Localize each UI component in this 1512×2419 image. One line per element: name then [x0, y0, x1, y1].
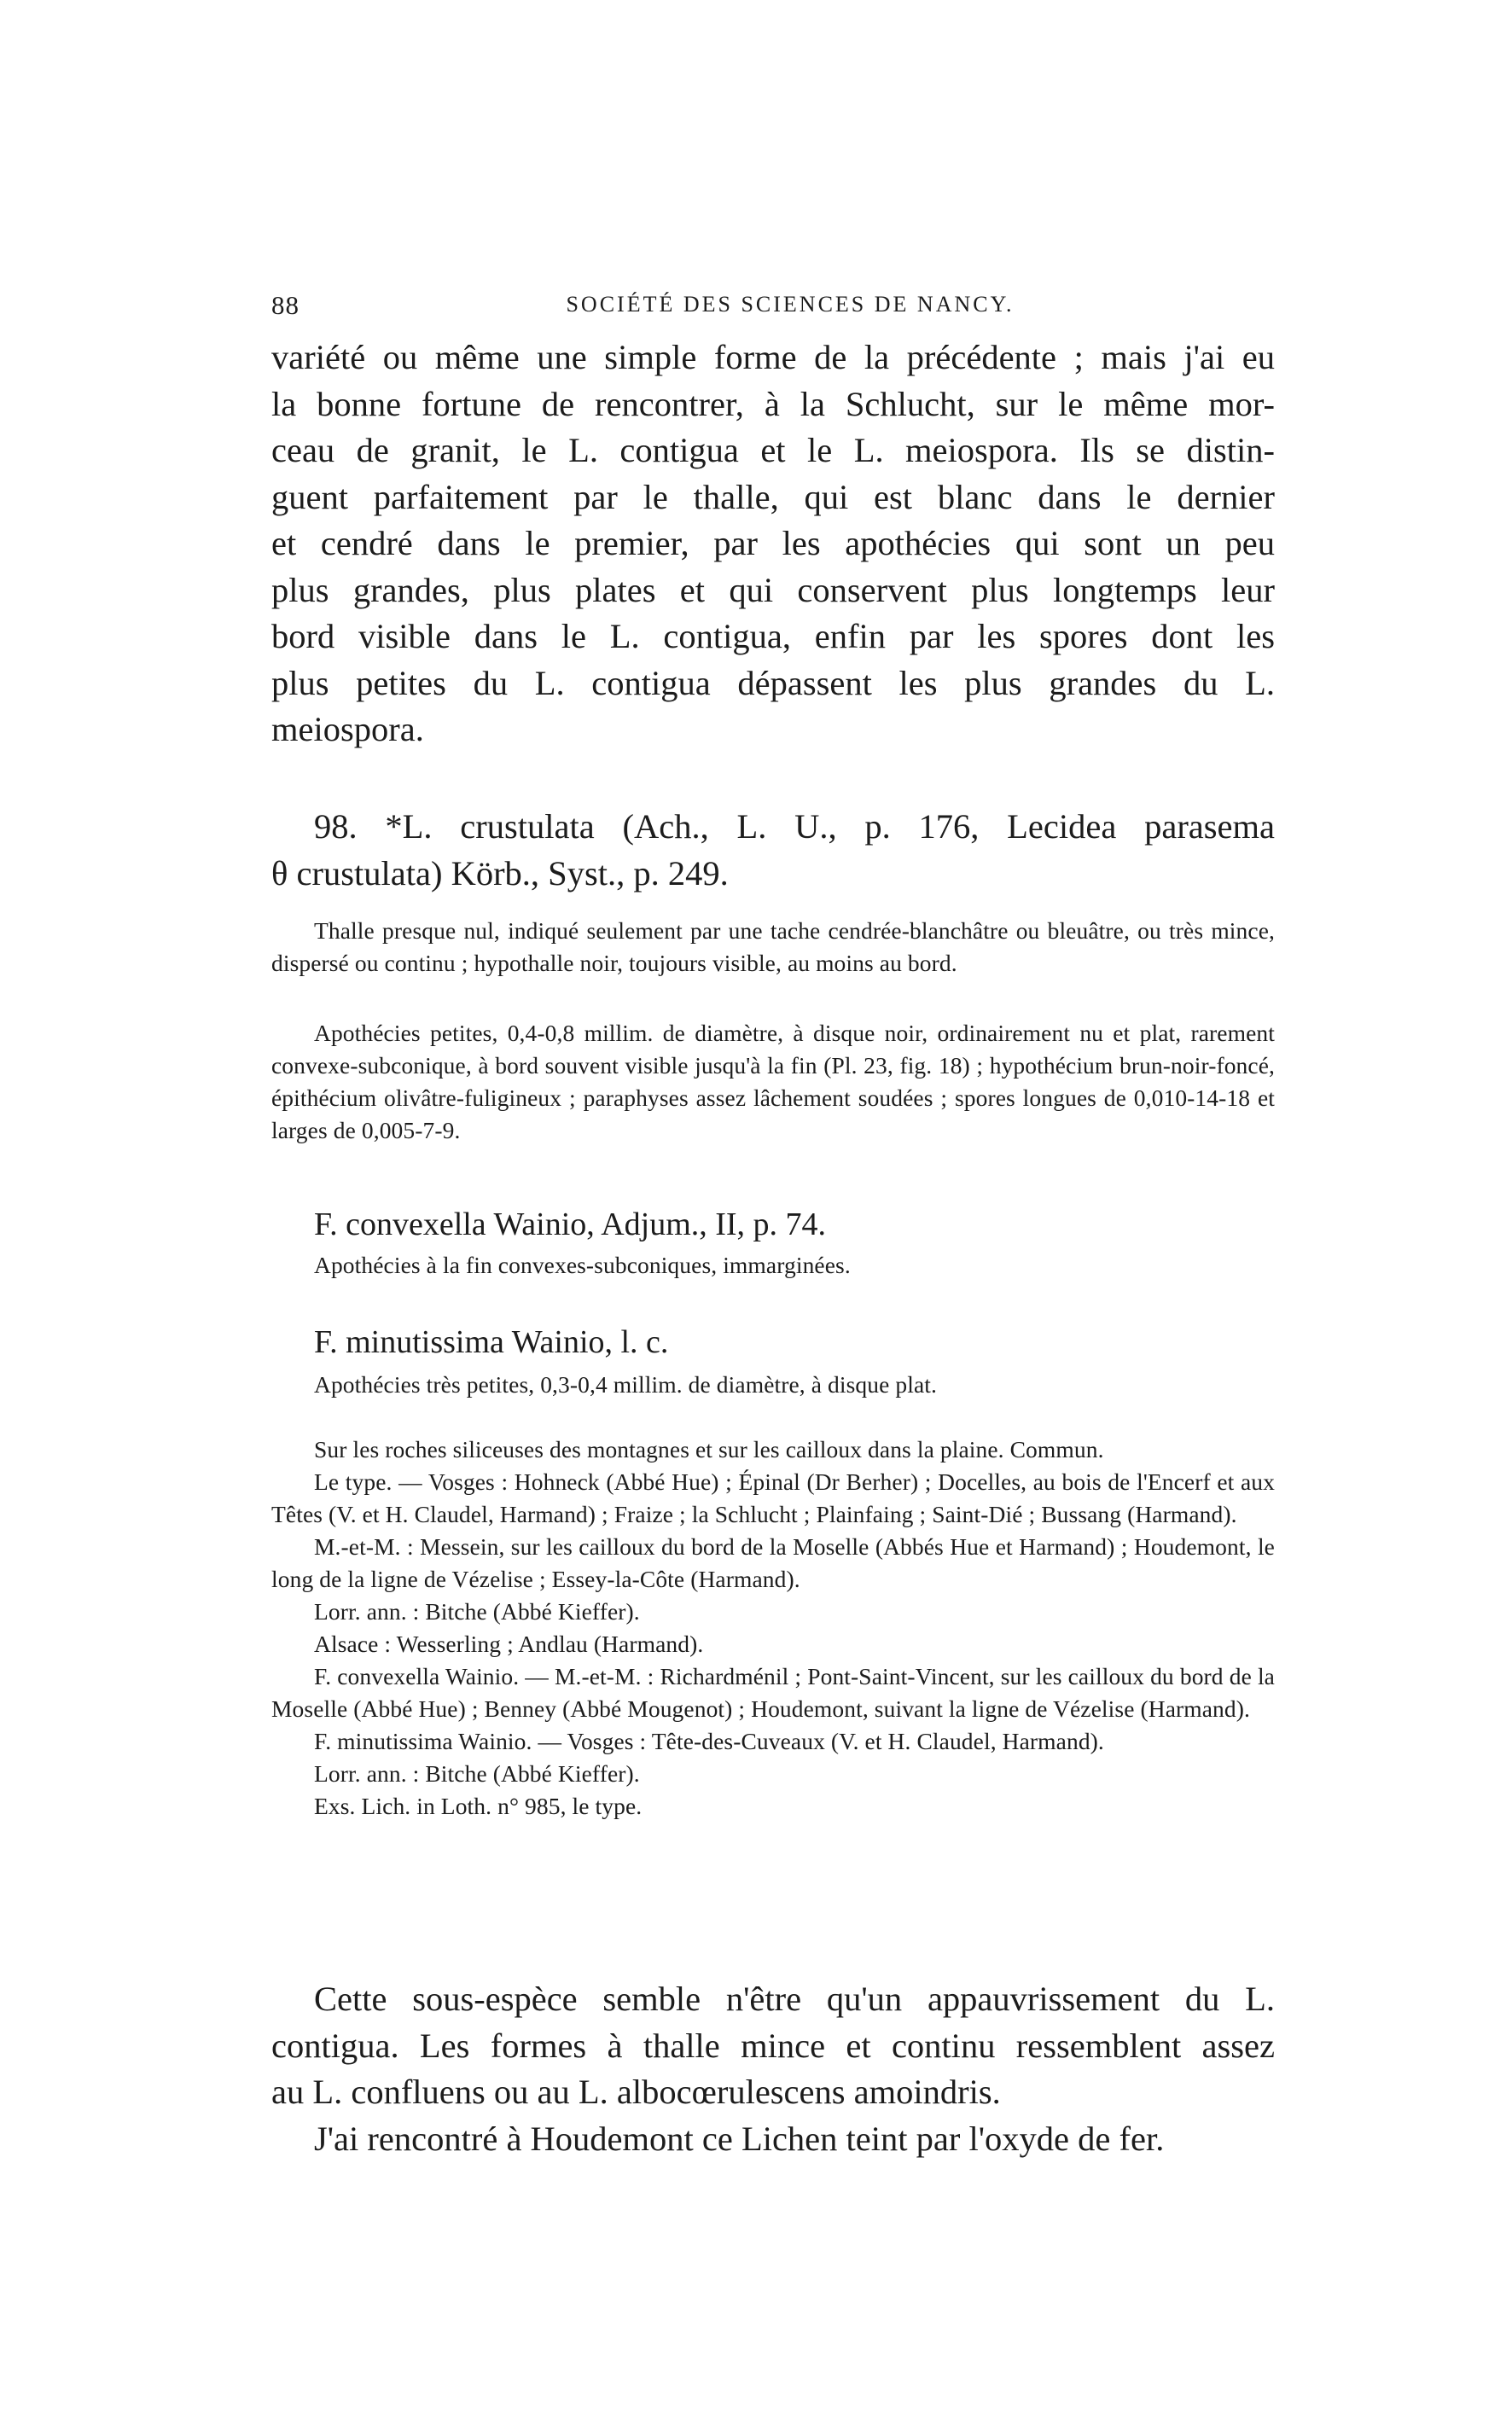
- locality-entry: F. convexella Wainio. — M.-et-M. : Richardménil ; Pont-Saint-Vincent, sur les cailloux du bord de la Moselle (Abbé Hue) ; Benney (Abbé Mougenot) ; Houdemont, suivant la ligne de Vézelise (Harmand).: [271, 1663, 1275, 1722]
- apothecia-description: [271, 1017, 1275, 1147]
- intro-line: variété ou même une simple forme de la précédente ; mais j'ai eu: [271, 338, 1275, 376]
- intro-paragraph: [271, 334, 1275, 753]
- intro-line: plus petites du L. contigua dépassent les plus grandes du L.: [271, 663, 1275, 702]
- localities: [271, 1433, 1275, 1823]
- locality-entry: Lorr. ann. : Bitche (Abbé Kieffer).: [314, 1760, 640, 1787]
- locality-entry: Alsace : Wesserling ; Andlau (Harmand).: [314, 1631, 704, 1657]
- conclusion-line: J'ai rencontré à Houdemont ce Lichen teint par l'oxyde de fer.: [314, 2119, 1165, 2158]
- running-head: [271, 290, 1275, 328]
- conclusion-paragraph: [271, 1976, 1275, 2162]
- forma-convexella: [271, 1203, 1275, 1282]
- intro-line: ceau de granit, le L. contigua et le L. meiospora. Ils se distin-: [271, 431, 1275, 469]
- apothecia-text: Apothécies petites, 0,4-0,8 millim. de diamètre, à disque noir, ordinairement nu et plat, rarement convexe-subconique, à bord souvent visible jusqu'à la fin (Pl. 23, fig. 18) ; hypothécium brun-noir-foncé, épithécium olivâtre-fuligineux ; paraphyses assez lâchement soudées ; spores longues de 0,010-14-18 et larges de 0,005-7-9.: [271, 1020, 1275, 1143]
- conclusion-line: au L. confluens ou au L. albocœrulescens amoindris.: [271, 2073, 1001, 2111]
- locality-entry: Sur les roches siliceuses des montagnes et sur les cailloux dans la plaine. Commun.: [314, 1436, 1104, 1462]
- locality-entry: M.-et-M. : Messein, sur les cailloux du bord de la Moselle (Abbés Hue et Harmand) ; Houdemont, le long de la ligne de Vézelise ; Essey-la-Côte (Harmand).: [271, 1533, 1275, 1592]
- thallus-description: [271, 915, 1275, 980]
- conclusion-line: Cette sous-espèce semble n'être qu'un appauvrissement du L.: [314, 1980, 1275, 2018]
- forma-minutissima: [271, 1321, 1275, 1401]
- intro-line: bord visible dans le L. contigua, enfin par les spores dont les: [271, 617, 1275, 655]
- forma-minutissima-heading: F. minutissima Wainio, l. c.: [314, 1324, 669, 1360]
- species-heading: [271, 804, 1275, 897]
- thallus-text: Thalle presque nul, indiqué seulement par une tache cendrée-blanchâtre ou bleuâtre, ou très mince, dispersé ou continu ; hypothalle noir, toujours visible, au moins au bord.: [271, 917, 1275, 976]
- intro-line: plus grandes, plus plates et qui conservent plus longtemps leur: [271, 570, 1275, 609]
- intro-line: meiospora.: [271, 710, 424, 748]
- intro-line: guent parfaitement par le thalle, qui est blanc dans le dernier: [271, 477, 1275, 516]
- intro-line: la bonne fortune de rencontrer, à la Schlucht, sur le même mor-: [271, 384, 1275, 423]
- intro-line: et cendré dans le premier, par les apothécies qui sont un peu: [271, 524, 1275, 562]
- locality-entry: Lorr. ann. : Bitche (Abbé Kieffer).: [314, 1598, 640, 1625]
- page-number: 88: [271, 290, 299, 320]
- species-heading-line: θ crustulata) Körb., Syst., p. 249.: [271, 853, 729, 893]
- conclusion-line: contigua. Les formes à thalle mince et continu ressemblent assez: [271, 2026, 1275, 2065]
- species-heading-line: 98. *L. crustulata (Ach., L. U., p. 176, Lecidea parasema: [314, 807, 1275, 846]
- locality-entry: Exs. Lich. in Loth. n° 985, le type.: [314, 1793, 643, 1819]
- forma-convexella-heading: F. convexella Wainio, Adjum., II, p. 74.: [314, 1207, 827, 1242]
- forma-convexella-text: Apothécies à la fin convexes-subconiques, immarginées.: [314, 1252, 851, 1278]
- forma-minutissima-text: Apothécies très petites, 0,3-0,4 millim. de diamètre, à disque plat.: [314, 1371, 938, 1398]
- locality-entry: F. minutissima Wainio. — Vosges : Tête-des-Cuveaux (V. et H. Claudel, Harmand).: [314, 1728, 1104, 1754]
- journal-title: SOCIÉTÉ DES SCIENCES DE NANCY.: [566, 292, 1015, 317]
- locality-entry: Le type. — Vosges : Hohneck (Abbé Hue) ; Épinal (Dr Berher) ; Docelles, au bois de l'Encerf et aux Têtes (V. et H. Claudel, Harmand) ; Fraize ; la Schlucht ; Plainfaing ; Saint-Dié ; Bussang (Harmand).: [271, 1468, 1275, 1527]
